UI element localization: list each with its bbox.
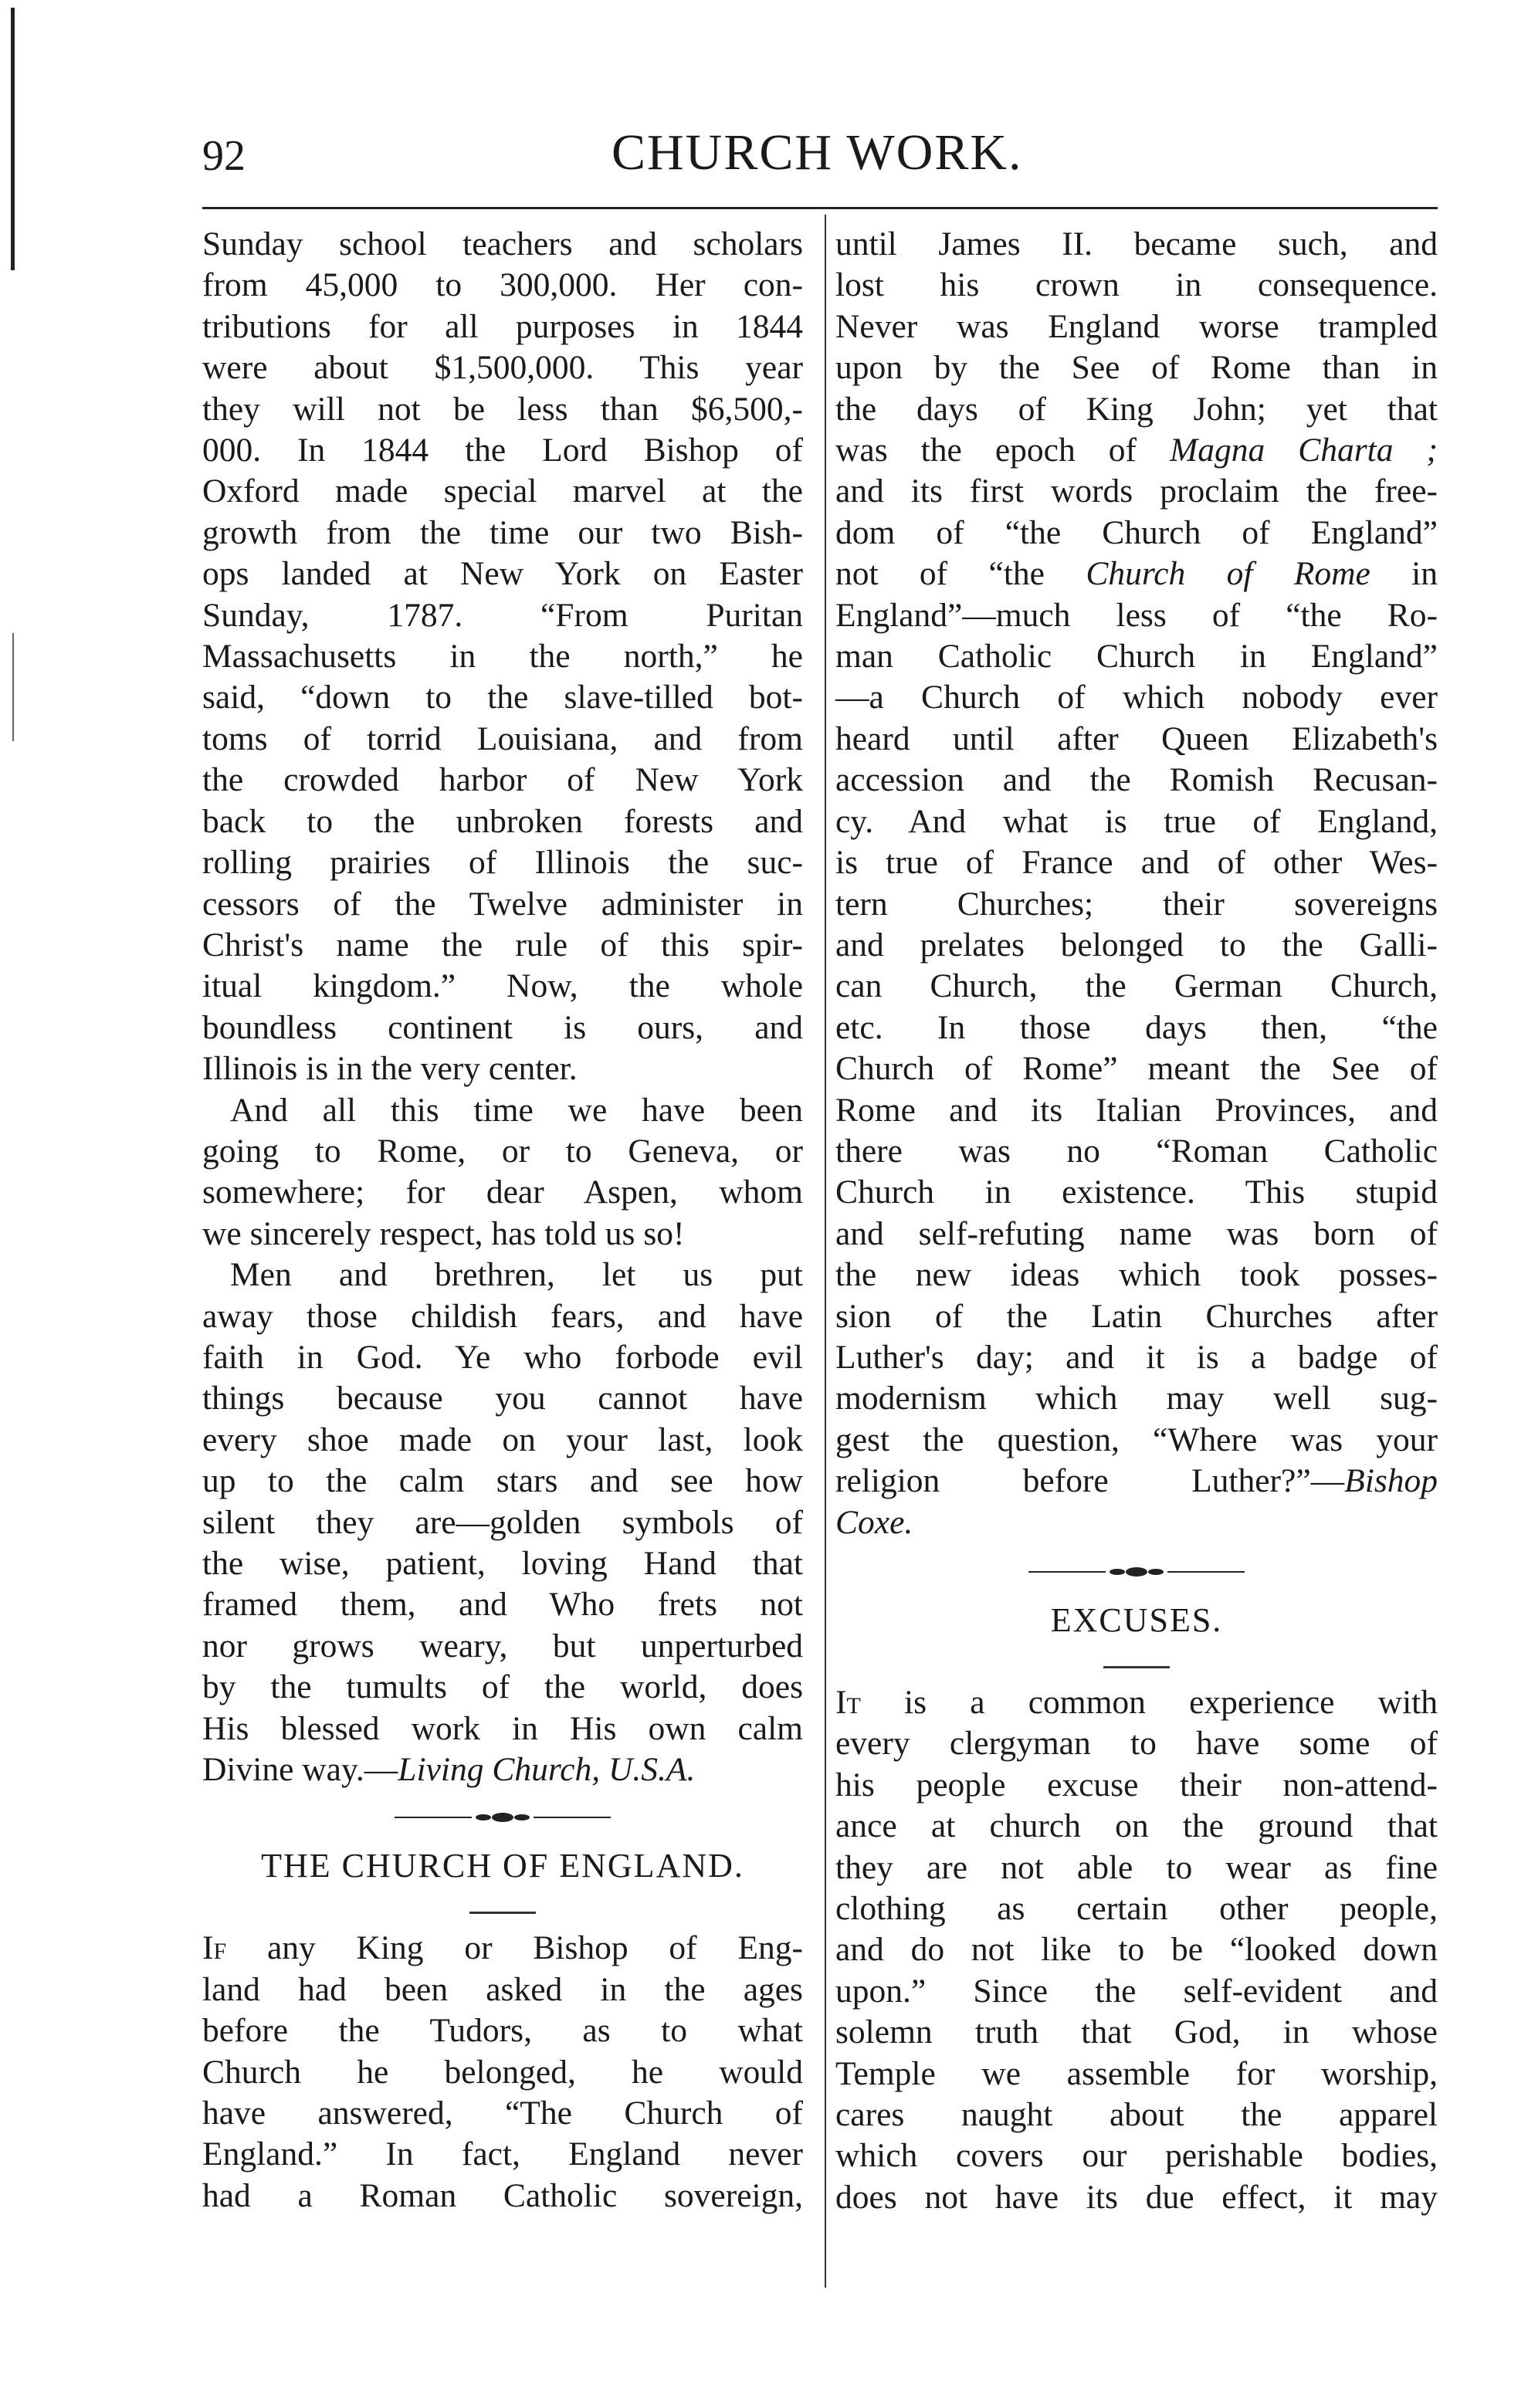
text-line: Church he belonged, he would — [202, 2053, 803, 2091]
text-line: can Church, the German Church, — [835, 967, 1438, 1005]
text-line: the new ideas which took posses- — [835, 1256, 1438, 1294]
short-rule — [835, 1651, 1438, 1682]
text-line: is true of France and of other Wes- — [835, 844, 1438, 882]
text-line: does not have its due effect, it may — [835, 2178, 1438, 2216]
italic-text: Coxe. — [835, 1503, 913, 1541]
page-number: 92 — [202, 132, 246, 180]
text-line: Sunday school teachers and scholars — [202, 225, 803, 262]
text-line: man Catholic Church in England” — [835, 638, 1438, 676]
text-line: Church in existence. This stupid — [835, 1174, 1438, 1211]
paragraph — [835, 224, 1438, 1543]
text-line: framed them, and Who frets not — [202, 1586, 803, 1624]
text-line: faith in God. Ye who forbode evil — [202, 1338, 803, 1376]
text-line: upon by the See of Rome than in — [835, 349, 1438, 387]
text-line: every shoe made on your last, look — [202, 1421, 803, 1458]
text-line: was the epoch of Magna Charta ; — [835, 432, 1438, 469]
text-line: and prelates belonged to the Galli- — [835, 926, 1438, 964]
text-line: boundless continent is ours, and — [202, 1008, 803, 1046]
paragraph — [202, 1090, 803, 1255]
text-line: Illinois is in the very center. — [202, 1050, 578, 1088]
text-line: until James II. became such, and — [835, 225, 1438, 262]
text-line: Massachusetts in the north,” he — [202, 638, 803, 676]
text-line: accession and the Romish Recusan- — [835, 761, 1438, 799]
text-line: heard until after Queen Elizabeth's — [835, 720, 1438, 757]
italic-text: Bishop — [1344, 1462, 1438, 1500]
text-line: back to the unbroken forests and — [202, 802, 803, 840]
drop-word: If — [202, 1929, 227, 1967]
text-line: things because you cannot have — [202, 1380, 803, 1417]
text-line: which covers our perishable bodies, — [835, 2137, 1438, 2175]
page-edge-mark-lower — [12, 633, 14, 741]
text-line: lost his crown in consequence. — [835, 266, 1438, 304]
text-line: Church of Rome” meant the See of — [835, 1050, 1438, 1088]
text-line: every clergyman to have some of — [835, 1725, 1438, 1763]
source-text: Divine way.— — [202, 1751, 398, 1789]
text-line: If any King or Bishop of Eng- — [202, 1929, 804, 1967]
text-line: by the tumults of the world, does — [202, 1668, 803, 1706]
text-line: England.” In fact, England never — [202, 2135, 803, 2173]
text-line: cares naught about the apparel — [835, 2096, 1438, 2134]
text-line: and do not like to be “looked down — [835, 1931, 1438, 1969]
text-line: toms of torrid Louisiana, and from — [202, 720, 803, 757]
text-line: gest the question, “Where was your — [835, 1421, 1438, 1458]
text-line: land had been asked in the ages — [202, 1970, 803, 2008]
text-line: clothing as certain other people, — [835, 1890, 1438, 1928]
text-line: Rome and its Italian Provinces, and — [835, 1091, 1438, 1129]
text-line: nor grows weary, but unperturbed — [202, 1627, 803, 1665]
paragraph — [202, 224, 803, 1090]
text-line: Christ's name the rule of this spir- — [202, 926, 803, 964]
text-line: Sunday, 1787. “From Puritan — [202, 596, 803, 634]
text-line: upon.” Since the self-evident and — [835, 1972, 1438, 2010]
text-line: cy. And what is true of England, — [835, 802, 1438, 840]
text-line: before the Tudors, as to what — [202, 2012, 803, 2050]
right-column — [835, 224, 1438, 2218]
left-column — [202, 224, 803, 2217]
text-line: dom of “the Church of England” — [835, 513, 1438, 551]
text-line: rolling prairies of Illinois the suc- — [202, 844, 803, 882]
ornament-divider — [835, 1551, 1438, 1593]
section-heading: THE CHURCH OF ENGLAND. — [261, 1847, 744, 1885]
text-line: England”—much less of “the Ro- — [835, 596, 1438, 634]
italic-text: Church of Rome — [1086, 555, 1370, 593]
text-line: had a Roman Catholic sovereign, — [202, 2176, 803, 2214]
text-line: up to the calm stars and see how — [202, 1462, 803, 1500]
text-line: were about $1,500,000. This year — [202, 349, 803, 387]
text-line: said, “down to the slave-tilled bot- — [202, 679, 803, 716]
text-line: they are not able to wear as fine — [835, 1848, 1438, 1886]
text-line: the crowded harbor of New York — [202, 761, 803, 799]
short-rule — [202, 1897, 803, 1928]
text-line: Never was England worse trampled — [835, 307, 1438, 345]
text-line: not of “the Church of Rome in — [835, 555, 1438, 593]
text-line: his people excuse their non-attend- — [835, 1766, 1438, 1803]
text-line: It is a common experience with — [835, 1684, 1438, 1721]
text-line: solemn truth that God, in whose — [835, 2013, 1438, 2051]
text-line: tern Churches; their sovereigns — [835, 885, 1438, 923]
paragraph — [202, 1255, 803, 1749]
text-line: from 45,000 to 300,000. Her con- — [202, 266, 803, 304]
text-line: sion of the Latin Churches after — [835, 1297, 1438, 1335]
text-line — [835, 1502, 1438, 1543]
paragraph — [202, 1928, 803, 2217]
text-line: growth from the time our two Bish- — [202, 513, 803, 551]
text-line: silent they are—golden symbols of — [202, 1503, 803, 1541]
text-line: and self-refuting name was born of — [835, 1214, 1438, 1252]
text-line: religion before Luther?”—Bishop — [835, 1462, 1438, 1500]
text-line: itual kingdom.” Now, the whole — [202, 967, 803, 1005]
column-divider — [825, 215, 826, 2288]
text-line: somewhere; for dear Aspen, whom — [202, 1174, 803, 1211]
paragraph — [835, 1682, 1438, 2218]
text-line: ance at church on the ground that — [835, 1807, 1438, 1845]
text-line: cessors of the Twelve administer in — [202, 885, 803, 923]
text-line: etc. In those days then, “the — [835, 1008, 1438, 1046]
text-line: away those childish fears, and have — [202, 1297, 803, 1335]
text-line: Temple we assemble for worship, — [835, 2054, 1438, 2092]
text-line — [202, 1749, 803, 1790]
italic-text: Magna Charta ; — [1169, 432, 1438, 469]
page-header — [202, 124, 1438, 193]
text-line: the wise, patient, loving Hand that — [202, 1545, 803, 1582]
text-line: have answered, “The Church of — [202, 2095, 803, 2132]
text-line: His blessed work in His own calm — [202, 1709, 803, 1747]
page-edge-mark — [11, 8, 15, 270]
text-line: Oxford made special marvel at the — [202, 472, 803, 510]
text-line: modernism which may well sug- — [835, 1380, 1438, 1417]
text-line: the days of King John; yet that — [835, 390, 1438, 428]
section-heading: EXCUSES. — [1050, 1601, 1223, 1639]
text-line: Luther's day; and it is a badge of — [835, 1338, 1438, 1376]
text-line: and its first words proclaim the free- — [835, 472, 1438, 510]
running-title: CHURCH WORK. — [612, 124, 1023, 181]
text-line: there was no “Roman Catholic — [835, 1132, 1438, 1170]
text-line: we sincerely respect, has told us so! — [202, 1214, 685, 1252]
drop-word: It — [835, 1684, 861, 1721]
text-line: tributions for all purposes in 1844 — [202, 307, 803, 345]
text-line: going to Rome, or to Geneva, or — [202, 1132, 803, 1170]
source-attribution: Living Church, U.S.A. — [398, 1751, 696, 1789]
ornament-divider — [202, 1797, 803, 1838]
text-line: —a Church of which nobody ever — [835, 679, 1438, 716]
text-line: Men and brethren, let us put — [230, 1256, 803, 1294]
text-line: ops landed at New York on Easter — [202, 555, 803, 593]
text-line: And all this time we have been — [230, 1091, 803, 1129]
header-rule — [202, 207, 1438, 209]
text-line: they will not be less than $6,500,- — [202, 390, 803, 428]
text-line: 000. In 1844 the Lord Bishop of — [202, 432, 803, 469]
